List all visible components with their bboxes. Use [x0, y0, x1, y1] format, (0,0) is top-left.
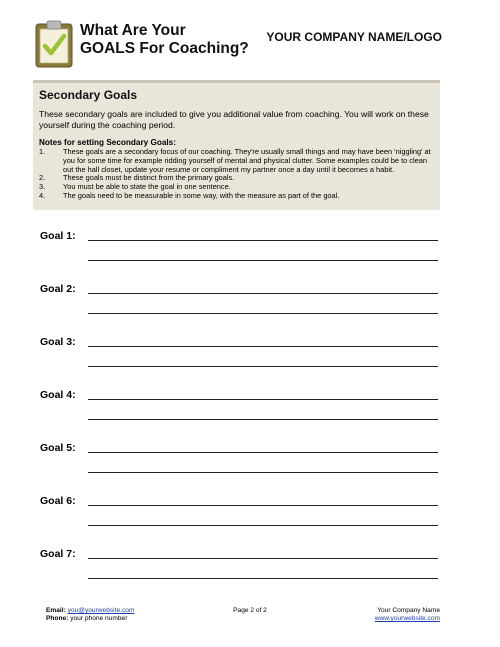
list-item-text: These goals are a secondary focus of our coaching. They're usually small things and may have been 'niggling' at you for some time for example ridding yourself of mental and physical clutter. Some examples could be to clean out the hall closet, update your resume or compliment my partner once a day until it becomes a habit. [63, 147, 431, 174]
goal-input-line[interactable] [88, 419, 438, 420]
goal-label: Goal 4: [40, 389, 76, 401]
list-item-number: 4. [39, 190, 46, 200]
secondary-goals-panel [33, 80, 440, 210]
list-item-number: 2. [39, 173, 46, 183]
goal-input-line[interactable] [88, 313, 438, 314]
list-item-text: These goals must be distinct from the primary goals. [63, 173, 235, 183]
goal-label: Goal 7: [40, 548, 76, 560]
footer-company [375, 607, 440, 623]
goal-input-line[interactable] [88, 366, 438, 367]
section-intro: These secondary goals are included to give you additional value from coaching. You will work on these yourself during the coaching period. [39, 109, 429, 130]
goal-input-line[interactable] [88, 525, 438, 526]
list-item [39, 148, 434, 174]
website-link[interactable]: www.yourwebsite.com [374, 615, 440, 622]
goal-input-line[interactable] [88, 260, 438, 261]
goal-row-5 [40, 442, 438, 472]
goal-input-line[interactable] [88, 472, 438, 473]
page-title [80, 22, 249, 58]
list-item-number: 1. [39, 147, 46, 156]
page-number: Page 2 of 2 [233, 607, 267, 614]
phone-label: Phone: [46, 615, 69, 622]
goal-label: Goal 3: [40, 336, 76, 348]
section-heading: Secondary Goals [39, 88, 138, 102]
goal-input-line[interactable] [88, 240, 438, 241]
goal-input-line[interactable] [88, 452, 438, 453]
notes-list [39, 148, 434, 201]
phone-value: your phone number [70, 615, 128, 622]
goal-input-line[interactable] [88, 399, 438, 400]
goal-row-1 [40, 230, 438, 260]
goal-row-7 [40, 548, 438, 578]
goal-row-2 [40, 283, 438, 313]
goal-row-6 [40, 495, 438, 525]
company-name: Your Company Name [377, 607, 440, 614]
list-item-text: The goals need to be measurable in some way, with the measure as part of the goal. [63, 190, 340, 200]
email-link[interactable]: you@yourwebsite.com [67, 607, 135, 614]
list-item-number: 3. [39, 182, 46, 192]
goal-label: Goal 6: [40, 495, 76, 507]
email-label: Email: [46, 607, 66, 614]
goal-input-line[interactable] [88, 578, 438, 579]
goal-input-line[interactable] [88, 558, 438, 559]
goal-row-4 [40, 389, 438, 419]
goal-input-line[interactable] [88, 346, 438, 347]
goal-input-line[interactable] [88, 505, 438, 506]
company-logo-placeholder: YOUR COMPANY NAME/LOGO [266, 30, 442, 44]
goal-input-line[interactable] [88, 293, 438, 294]
notes-heading: Notes for setting Secondary Goals: [39, 138, 176, 147]
list-item [39, 192, 434, 201]
title-line-1: What Are Your [80, 22, 186, 39]
goal-label: Goal 1: [40, 230, 76, 242]
goal-row-3 [40, 336, 438, 366]
goal-label: Goal 5: [40, 442, 76, 454]
goal-label: Goal 2: [40, 283, 76, 295]
clipboard-check-icon [35, 20, 73, 68]
list-item-text: You must be able to state the goal in one sentence. [63, 182, 231, 192]
title-line-2: GOALS For Coaching? [80, 40, 249, 57]
